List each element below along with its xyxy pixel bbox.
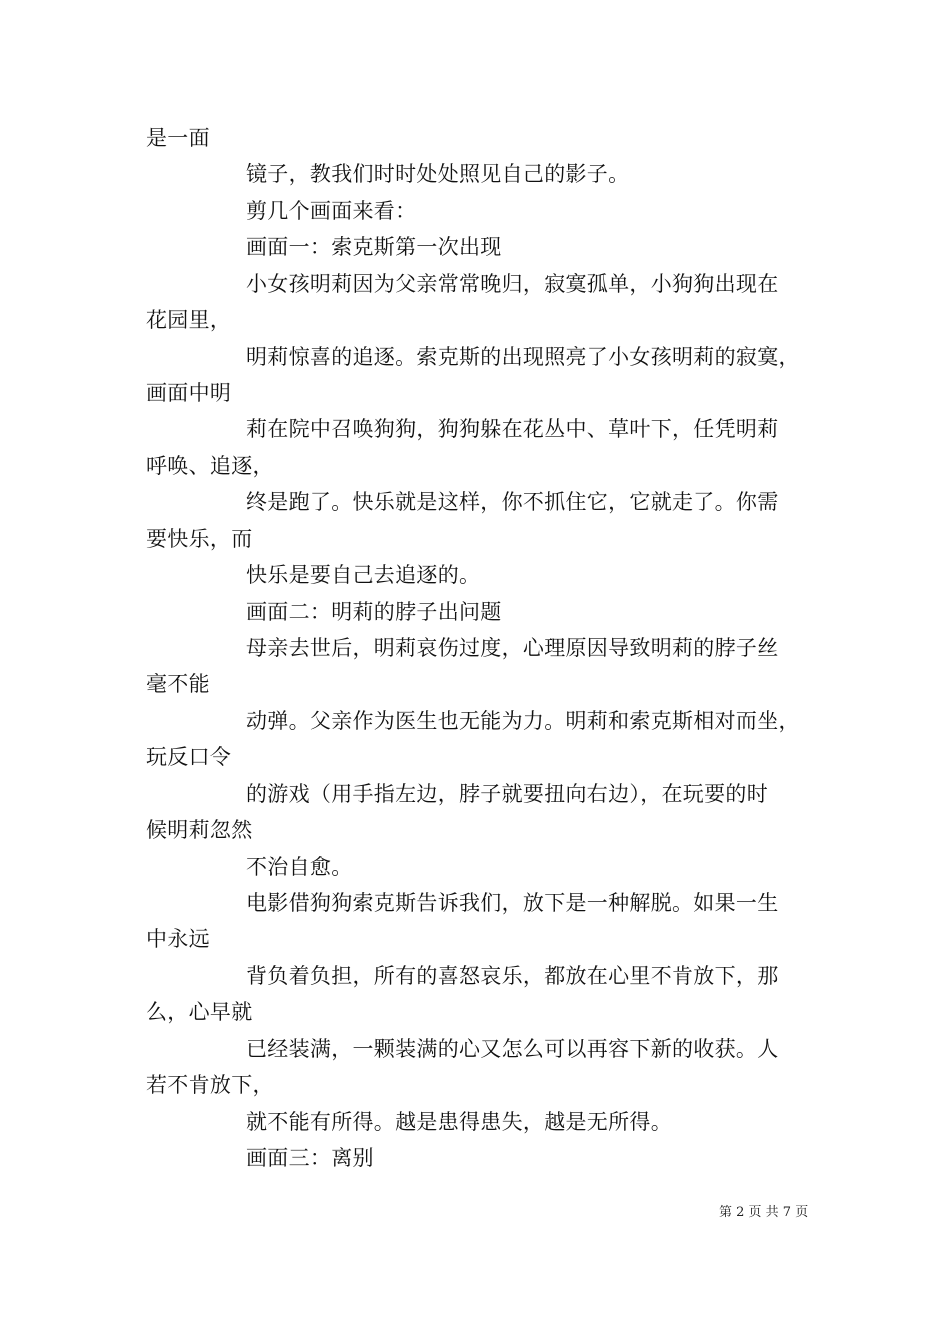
- text-line: 终是跑了。快乐就是这样，你不抓住它，它就走了。你需: [246, 490, 779, 514]
- text-line: 母亲去世后，明莉哀伤过度，心理原因导致明莉的脖子丝: [246, 636, 779, 660]
- text-line: 莉在院中召唤狗狗，狗狗躲在花丛中、草叶下，任凭明莉: [246, 417, 779, 441]
- text-line: 背负着负担，所有的喜怒哀乐，都放在心里不肯放下，那: [246, 964, 779, 988]
- text-line: 的游戏（用手指左边，脖子就要扭向右边），在玩要的时: [246, 782, 768, 806]
- text-line: 剪几个画面来看：: [246, 199, 417, 223]
- text-line: 若不肯放下，: [146, 1073, 274, 1097]
- text-line: 小女孩明莉因为父亲常常晚归，寂寞孤单，小狗狗出现在: [246, 272, 779, 296]
- text-line: 候明莉忽然: [146, 818, 253, 842]
- text-line: 中永远: [146, 927, 210, 951]
- section-heading: 画面一：索克斯第一次出现: [246, 235, 502, 259]
- page-number: 第 2 页 共 7 页: [719, 1205, 809, 1220]
- text-line: 明莉惊喜的追逐。索克斯的出现照亮了小女孩明莉的寂寞，: [246, 345, 800, 369]
- text-line: 要快乐，而: [146, 527, 253, 551]
- text-line: 呼唤、追逐，: [146, 454, 274, 478]
- text-line: 么，心早就: [146, 1000, 253, 1024]
- text-line: 画面中明: [146, 381, 232, 405]
- text-line: 毫不能: [146, 672, 210, 696]
- text-line: 不治自愈。: [246, 855, 353, 879]
- section-heading: 画面二：明莉的脖子出问题: [246, 600, 502, 624]
- text-line: 花园里，: [146, 308, 232, 332]
- text-line: 动弹。父亲作为医生也无能为力。明莉和索克斯相对而坐，: [246, 709, 800, 733]
- text-line: 已经装满，一颗装满的心又怎么可以再容下新的收获。人: [246, 1037, 779, 1061]
- text-line: 是一面: [146, 126, 210, 150]
- text-line: 镜子，教我们时时处处照见自己的影子。: [246, 162, 630, 186]
- text-line: 就不能有所得。越是患得患失，越是无所得。: [246, 1110, 672, 1134]
- text-line: 快乐是要自己去追逐的。: [246, 563, 481, 587]
- text-line: 玩反口令: [146, 745, 232, 769]
- section-heading: 画面三：离别: [246, 1146, 374, 1170]
- text-line: 电影借狗狗索克斯告诉我们，放下是一种解脱。如果一生: [246, 891, 779, 915]
